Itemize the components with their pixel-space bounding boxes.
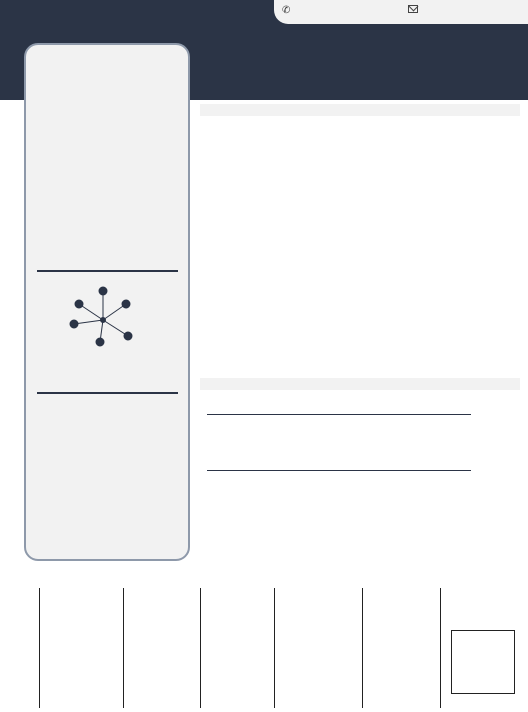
phone-icon: ✆ (282, 5, 291, 16)
mail-icon (408, 5, 418, 13)
company-underline (207, 470, 471, 471)
timeline-marker (123, 588, 124, 708)
role-titles (198, 78, 528, 96)
timeline-marker (274, 588, 275, 708)
section-divider (37, 270, 178, 272)
skills-diagram (30, 274, 190, 384)
career-timeline-arrows (0, 570, 528, 630)
company-underline (207, 414, 471, 415)
contact-strip (274, 0, 528, 24)
current-role-box (451, 630, 515, 694)
timeline-marker (39, 588, 40, 708)
timeline-marker (200, 588, 201, 708)
achievements-heading-bar (200, 378, 520, 390)
section-divider (37, 392, 178, 394)
timeline-marker (440, 588, 441, 708)
skills-spokes (30, 274, 190, 384)
synopsis-heading-bar (200, 104, 520, 116)
timeline-marker (362, 588, 363, 708)
